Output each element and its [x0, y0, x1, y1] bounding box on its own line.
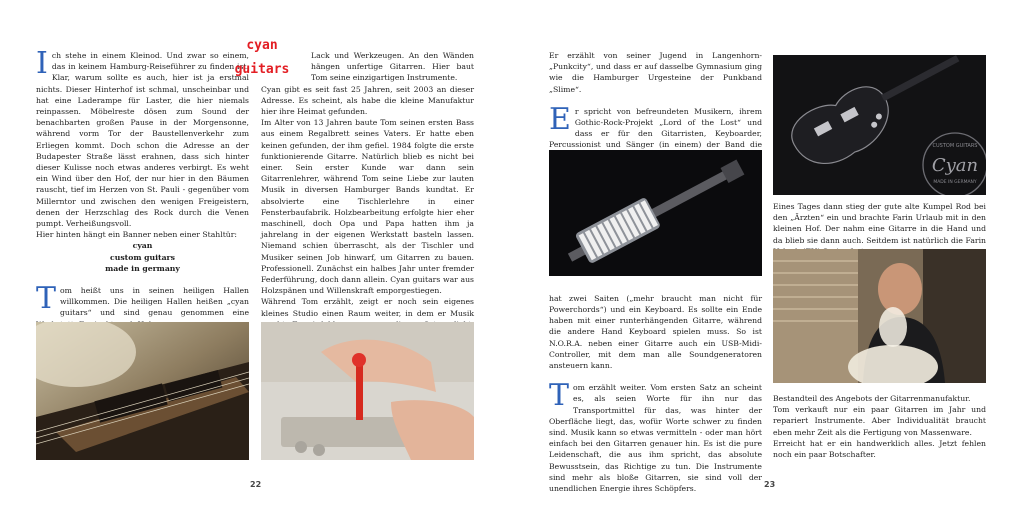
- paragraph: Lack und Werkzeugen. An den Wänden hängen unfertige Gitarren. Hier baut Tom seine einzigartigen Instrumente.: [311, 51, 474, 83]
- drop-cap: I: [36, 46, 48, 81]
- banner-text: cyan custom guitars made in germany: [105, 241, 180, 273]
- paragraph: Eines Tages dann stieg der gute alte Kumpel Rod bei den „Ärzten“ ein und brachte Farin Urlaub mit in den kleinen Hof. Der nahm eine Gitarre in die Hand und da blieb sie dann auch. Seitdem ist natürlich die Farin: [773, 202, 986, 245]
- hand-tool-image: [261, 322, 474, 460]
- keytar-image: [549, 150, 762, 276]
- left-column-2: [261, 50, 474, 352]
- paragraph: Ich stehe in einem Kleinod. Und zwar so einem, das in keinem Hamburg-Reiseführer zu finden ist. Klar, warum sollte es auch, hier ist ja erstmal nichts. Dieser Hinterhof ist schmal, unscheinbar und hat eine Laderampe für Laster, die hier niemals reinpassen. Möbelreste dösen zum Sound der benachbarten großen Pause in der Morgensonne, während vorm Tor der Baustellenverkehr zum Erliegen kommt. Doch schon die Adresse an der Budapester Straße lässt erahnen, dass sich hinter dieser Kulisse noch etwas anderes verbirgt. Es weht ein Wind über den Hof, der nur hier in den Bäumen rauscht, tief im Herzen von St. Pauli - gegenüber vom Millerntor und zwischen den wenigen Freigeistern, denen der Herzschlag des Rock durch die Venen pumpt. Verheißungsvoll.: [36, 46, 249, 229]
- paragraph: Tom heißt uns in seinen heiligen Hallen willkommen. Die heiligen Hallen heißen „cyan guitars“ und sind genau genommen eine: [36, 281, 249, 318]
- left-column-1: [36, 46, 249, 330]
- drop-cap: T: [36, 281, 57, 317]
- photo-guitar-pickups: [36, 322, 249, 460]
- brand-bottom: MADE IN GERMANY: [933, 180, 977, 185]
- photo-hand-tool: [261, 322, 474, 460]
- drop-cap: E: [549, 101, 571, 137]
- black-guitar-image: [773, 55, 986, 195]
- paragraph: Tom erzählt weiter. Vom ersten Satz an scheint es, als seien Worte für ihn nur das Transportmittel für das, was hinter der Oberfläche liegt, das, wofür Worte schwer zu finden sind. Musik kann so etwas vermitteln - oder man hört einfach bei den Gitarren genauer hin. Es ist die pure Leidenschaft, die aus ihm spricht, das absolute Bewusstsein, das Richtige zu tun. Die Instrumente sind mehr als bloße Gitarren, sie sind voll der unendlichen Energie ihres Schöpfers.: [549, 378, 762, 494]
- paragraph: Er erzählt von seiner Jugend in Langenhorn-„Punkcity“, und dass er auf dasselbe Gymnasium ging wie die Hamburger Urgesteine der Punkband „Slime“.: [549, 51, 762, 94]
- paragraph: Tom verkauft nur ein paar Gitarren im Jahr und repariert Instrumente. Aber Individualität braucht eben mehr Zeit als die Fertigung von Massenware.: [773, 405, 986, 437]
- article-title: cyan guitars: [234, 38, 290, 77]
- paragraph: Er spricht von befreundeten Musikern, ihrem Gothic-Rock-Projekt „Lord of the Lost“ und dass er für den Gitarristen, Keyboarder, Percussionist und Sänger (in einem) der Band die: [549, 101, 762, 150]
- paragraph: Im Alter von 13 Jahren baute Tom seinen ersten Bass aus einem Regalbrett seines Vaters. Er hatte eben keinen gefunden, der ihm gefiel. 1984 folgte die erste funktionierende Gitarre. Natürlich blieb es nicht bei einer. Sein erster Kunde war dann sein Gitarrenlehrer, während Tom seine Liebe zur lauten Musik in diversen Hamburger Bands kundtat. Er absolvierte eine Tischlerlehre in einer Fensterbaufabrik. Holzbearbeitung erfolgte hier eher maschinell, doch Opa und Papa hatten ihm ja jahrelang in der eigenen Werkstatt basteln lassen. Niemand schien überrascht, als der Tischler und Musiker seinen Job hinwarf, um Gitarren zu bauen. Professionell. Zunächst ein halbes Jahr unter fremder Federführung, doch dann allein. Cyan guitars war aus Holzspänen und Willenskraft emporgestiegen.: [261, 118, 474, 296]
- brand-top: CUSTOM GUITARS: [932, 143, 978, 149]
- paragraph: hat zwei Saiten („mehr braucht man nicht für Powerchords“) und ein Keyboard. Es sollte ein Ende haben mit einer runterhängenden Gitarre, während die andere Hand Keyboard spielen muss. So ist N.O.R.A. neben einer Gitarre auch ein USB-Midi-Controller, mit dem man alle Soundgeneratoren ansteuern kann.: [549, 293, 762, 371]
- paragraph: Erreicht hat er ein handwerklich alles. Jetzt fehlen noch ein paar Botschafter.: [773, 438, 986, 460]
- photo-luthier: [773, 249, 986, 383]
- paragraph: Hier hinten hängt ein Banner neben einer Stahltür:: [36, 230, 238, 240]
- paragraph: Während Tom erzählt, zeigt er noch sein eigenes kleines Studio einen Raum weiter, in dem er Musik: [261, 297, 474, 318]
- drop-cap: T: [549, 378, 570, 414]
- photo-keytar: [549, 150, 762, 276]
- luthier-image: [773, 249, 986, 383]
- paragraph: Bestandteil des Angebots der Gitarrenmanufaktur.: [773, 394, 971, 404]
- paragraph: Cyan gibt es seit fast 25 Jahren, seit 2003 an dieser Adresse. Es scheint, als habe die kleine Manufaktur hier ihre Heimat gefunden.: [261, 84, 474, 117]
- guitar-pickups-image: [36, 322, 249, 460]
- right-page: [512, 0, 1024, 512]
- photo-black-guitar: [773, 55, 986, 195]
- brand-logo: Cyan: [931, 155, 979, 176]
- page-number: 23: [764, 480, 776, 489]
- page-number: 22: [250, 480, 262, 489]
